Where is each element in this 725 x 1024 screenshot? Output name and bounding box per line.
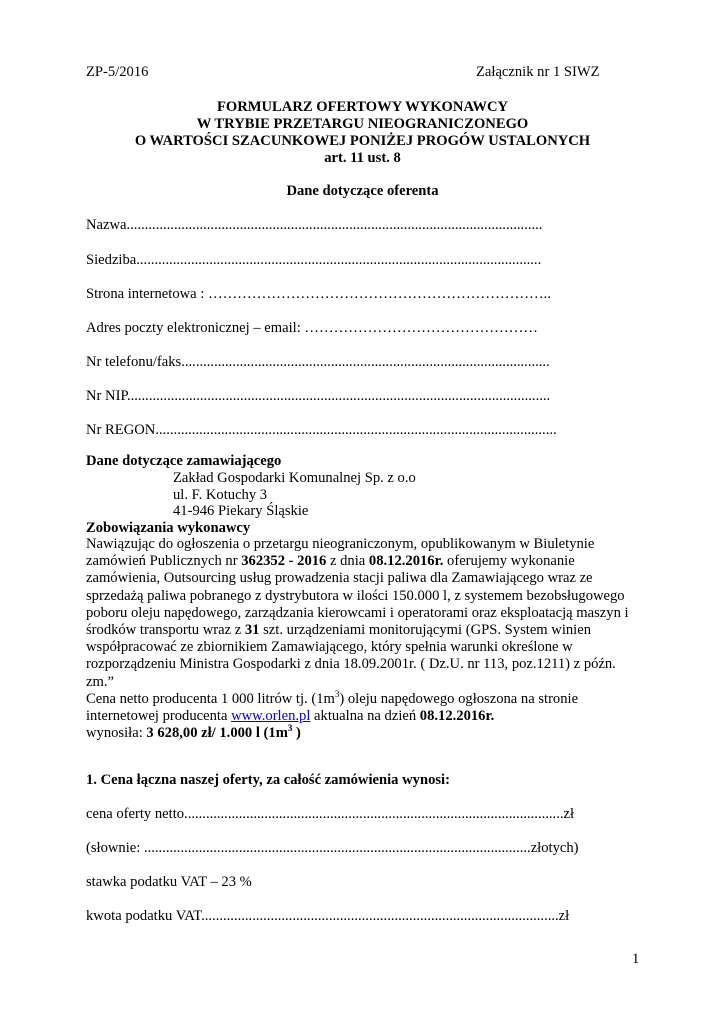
- price-info-paragraph: [86, 688, 646, 725]
- cubic-superscript: 3: [334, 688, 340, 699]
- price-value: 3 628,00 zł/ 1.000 l (1m: [146, 725, 288, 742]
- field-regon: Nr REGON..............................................................................................................: [86, 422, 557, 438]
- net-price-field: cena oferty netto........................................................................................................zł: [86, 806, 575, 822]
- field-seat: Siedziba...............................................................................................................: [86, 252, 542, 268]
- orderer-name: Zakład Gospodarki Komunalnej Sp. z o.o: [173, 470, 416, 486]
- orderer-heading: Dane dotyczące zamawiającego: [86, 453, 282, 469]
- price-info-date: 08.12.2016r.: [419, 708, 495, 725]
- obligations-text-4: szt. urządzeniami monitorującymi (GPS. System winien współpracować ze zbiornikiem Zamawiającego, który spełnia warunki określone w rozporządzeniu Ministra Gospodarki z dnia 18.09.2001r. ( Dz.U. nr 113, poz.1211) z późn. zm.”: [86, 622, 616, 690]
- title-line-3: O WARTOŚCI SZACUNKOWEJ PONIŻEJ PROGÓW USTALONYCH: [134, 133, 591, 149]
- field-email: Adres poczty elektronicznej – email: …………………………………………: [86, 320, 538, 336]
- reference-number: ZP-5/2016: [86, 64, 149, 80]
- obligations-paragraph: [86, 536, 646, 691]
- orderer-city: 41-946 Piekary Śląskie: [173, 503, 309, 519]
- price-in-words-field: (słownie: ..........................................................................................................złotych): [86, 840, 579, 856]
- vat-amount-field: kwota podatku VAT..................................................................................................zł: [86, 908, 570, 924]
- field-website: Strona internetowa : ……………………………………………………………..: [86, 286, 551, 302]
- field-nip: Nr NIP....................................................................................................................: [86, 388, 551, 404]
- offerer-heading: Dane dotyczące oferenta: [286, 183, 439, 199]
- page-number: 1: [632, 951, 640, 967]
- obligations-text-2: z dnia: [326, 553, 369, 570]
- vat-rate: stawka podatku VAT – 23 %: [86, 874, 252, 890]
- obligations-body: [86, 536, 646, 742]
- obligations-text-1: Nawiązując do ogłoszenia o przetargu nieograniczonym, opublikowanym w Biuletynie zamówień Publicznych nr: [86, 536, 595, 570]
- bulletin-date: 08.12.2016r.: [368, 553, 444, 570]
- device-count: 31: [244, 622, 260, 639]
- field-phone: Nr telefonu/faks.....................................................................................................: [86, 354, 550, 370]
- obligations-heading: Zobowiązania wykonawcy: [86, 520, 251, 536]
- price-value-end: ): [292, 725, 301, 742]
- title-line-4: art. 11 ust. 8: [324, 150, 401, 166]
- orderer-street: ul. F. Kotuchy 3: [173, 487, 268, 503]
- price-info-text-2: ) oleju napędowego ogłoszona na stronie internetowej producenta: [86, 690, 579, 725]
- price-value-paragraph: [86, 725, 646, 742]
- price-heading: 1. Cena łączna naszej oferty, za całość zamówienia wynosi:: [86, 772, 450, 788]
- field-name: Nazwa..................................................................................................................: [86, 217, 543, 233]
- price-value-label: wynosiła:: [86, 725, 147, 742]
- orlen-link[interactable]: www.orlen.pl: [231, 708, 311, 725]
- annex-label: Załącznik nr 1 SIWZ: [476, 64, 600, 80]
- price-info-text-3: aktualna na dzień: [310, 708, 420, 725]
- title-line-1: FORMULARZ OFERTOWY WYKONAWCY: [216, 99, 509, 115]
- title-line-2: W TRYBIE PRZETARGU NIEOGRANICZONEGO: [196, 116, 529, 132]
- price-info-text-1: Cena netto producenta 1 000 litrów tj. (1m: [86, 690, 335, 707]
- price-value-superscript: 3: [287, 723, 293, 734]
- obligations-text-3: oferujemy wykonanie zamówienia, Outsourcing usług prowadzenia stacji paliwa dla Zamawiającego wraz ze sprzedażą paliwa pobranego z dystrybutora w ilości 150.000 l, z systemem bezobsługowego poboru oleju napędowego, zarządzania kierowcami i operatorami oraz eksploatacją maszyn i środków transportu wraz z: [86, 553, 629, 639]
- bulletin-number: 362352 - 2016: [241, 553, 327, 570]
